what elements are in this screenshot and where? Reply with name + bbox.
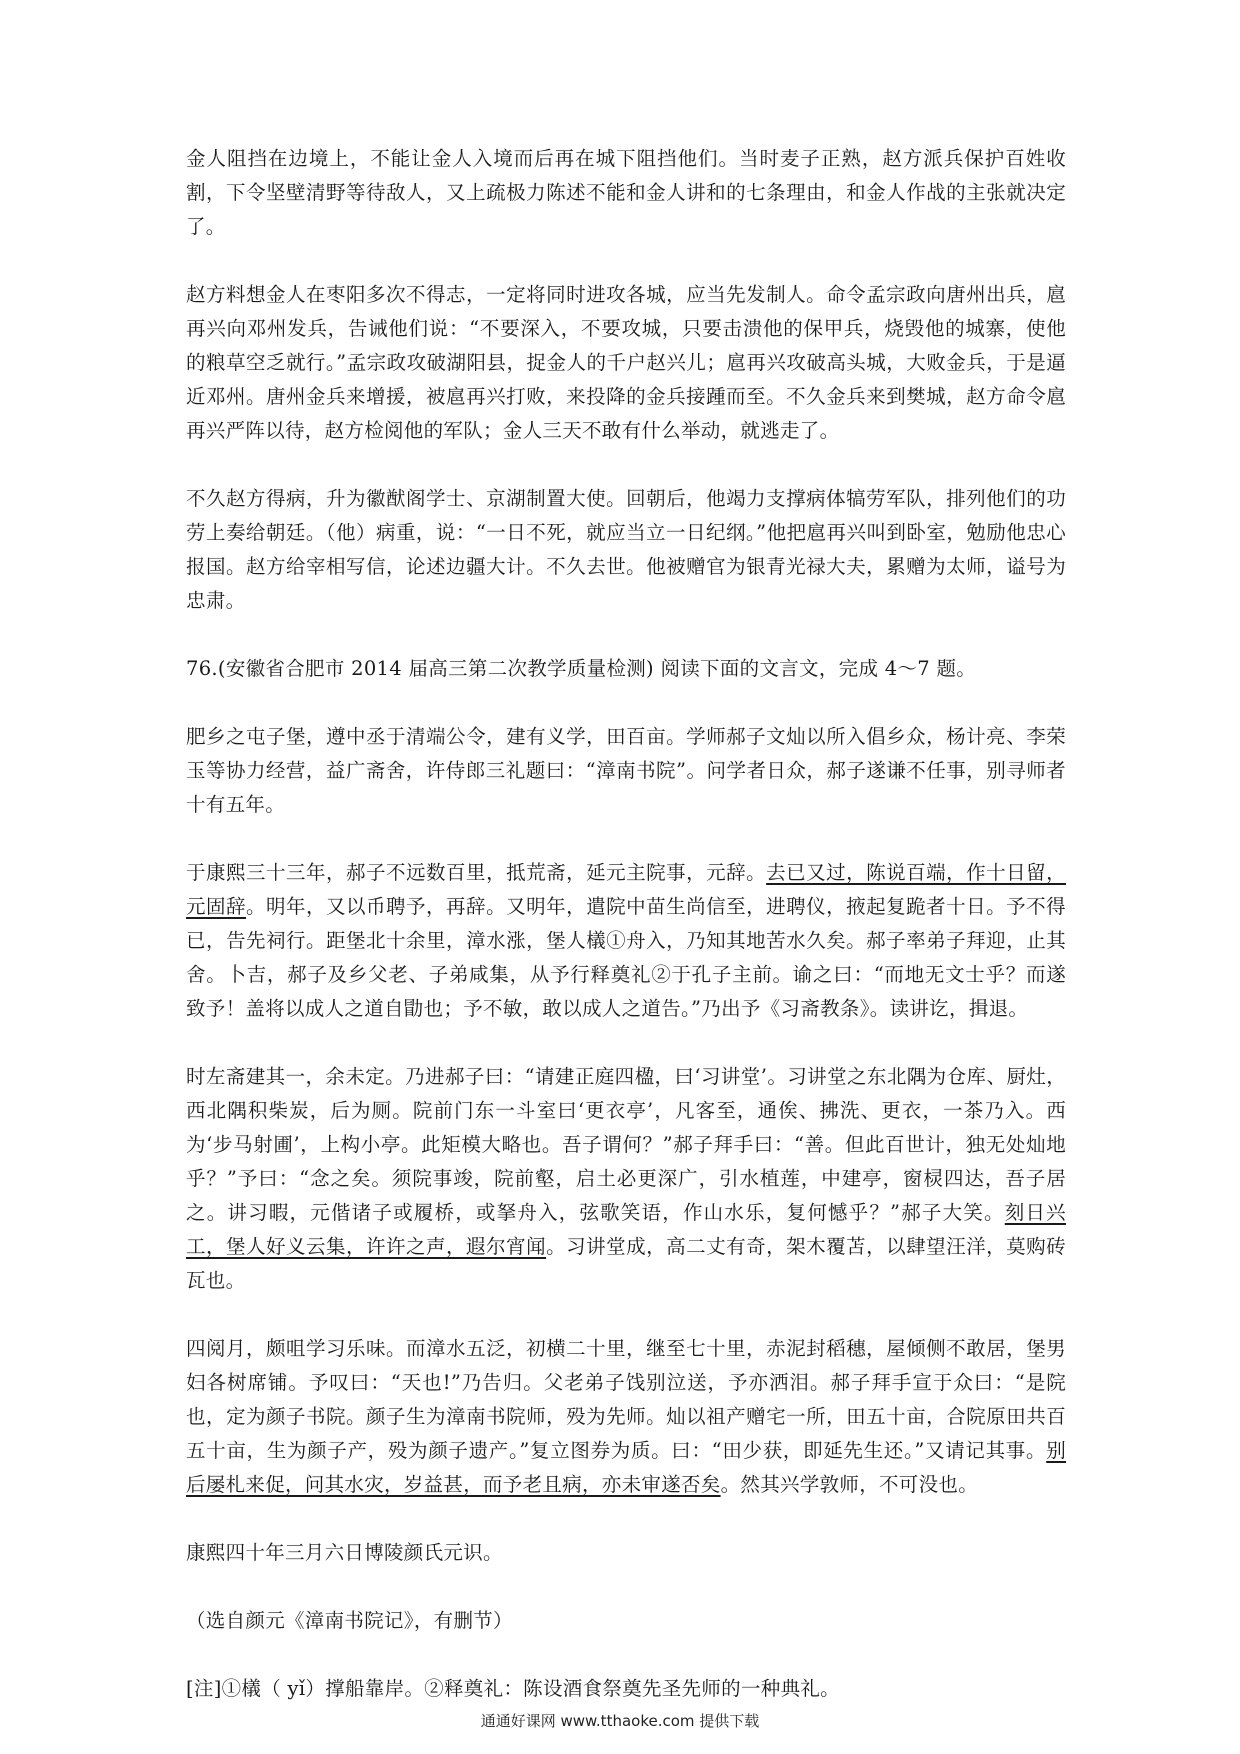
text-run: 。习讲堂成，高二丈有奇，架木覆苫，以肆望汪洋，莫购砖瓦也。: [186, 1235, 1066, 1292]
text-run: 四阅月，颇咀学习乐味。而漳水五泛，初横二十里，继至七十里，赤泥封稻穗，屋倾侧不敢居，堡男妇各树席铺。予叹曰：“天也!”乃告归。父老弟子饯别泣送，予亦洒泪。郝子拜手宣于众曰：“是院也，定为颜子书院。颜子生为漳南书院师，殁为先师。灿以祖产赠宅一所，田五十亩，合院原田共百五十亩，生为颜子产，殁为颜子遗产。”复立图券为质。曰：“田少获，即延先生还。”又请记其事。: [186, 1337, 1066, 1462]
passage-paragraph-2: [186, 856, 1066, 1026]
underlined-sentence: 去已又过，陈说百端，作十日留，元固辞: [186, 861, 1066, 918]
paragraph-2: 赵方料想金人在枣阳多次不得志，一定将同时进攻各城，应当先发制人。命令孟宗政向唐州出兵，扈再兴向邓州发兵，告诫他们说：“不要深入，不要攻城，只要击溃他的保甲兵，烧毁他的城寨，使他的粮草空乏就行。”孟宗政攻破湖阳县，捉金人的千户赵兴儿；扈再兴攻破高头城，大败金兵，于是逼近邓州。唐州金兵来增援，被扈再兴打败，来投降的金兵接踵而至。不久金兵来到樊城，赵方命令扈再兴严阵以待，赵方检阅他的军队；金人三天不敢有什么举动，就逃走了。: [186, 283, 1066, 442]
text-run: 时左斋建其一，余未定。乃进郝子曰：“请建正庭四楹，曰‘习讲堂’。习讲堂之东北隅为仓库、厨灶，西北隅积柴炭，后为厕。院前门东一斗室曰‘更衣亭’，凡客至，通俟、拂洗、更衣，一茶乃入。西为‘步马射圃’，上构小亭。此矩模大略也。吾子谓何？”郝子拜手曰：“善。但此百世计，独无处灿地乎？”予曰：“念之矣。须院事竣，院前壑，启土必更深广，引水植莲，中建亭，窗棂四达，吾子居之。讲习暇，元偕诸子或履桥，或拏舟入，弦歌笑语，作山水乐，复何憾乎？”郝子大笑。: [186, 1065, 1066, 1224]
text-run: 于康熙三十三年，郝子不远数百里，抵荒斋，延元主院事，元辞。: [186, 861, 767, 884]
underlined-sentence: 刻日兴工，堡人好义云集，许许之声，遐尔宵闻: [186, 1201, 1066, 1258]
paragraph-3: 不久赵方得病，升为徽猷阁学士、京湖制置大使。回朝后，他竭力支撑病体犒劳军队，排列他们的功劳上奏给朝廷。（他）病重，说：“一日不死，就应当立一日纪纲。”他把扈再兴叫到卧室，勉励他忠心报国。赵方给宰相写信，论述边疆大计。不久去世。他被赠官为银青光禄大夫，累赠为太师，谥号为忠肃。: [186, 487, 1066, 612]
passage-paragraph-3: [186, 1060, 1066, 1298]
paragraph-1: 金人阻挡在边境上，不能让金人入境而后再在城下阻挡他们。当时麦子正熟，赵方派兵保护百姓收割，下令坚壁清野等待敌人，又上疏极力陈述不能和金人讲和的七条理由，和金人作战的主张就决定了。: [186, 147, 1066, 238]
underlined-sentence: 别后屡札来促，问其水灾，岁益甚，而予老且病，亦未审遂否矣: [186, 1439, 1066, 1496]
question-heading: 76.(安徽省合肥市 2014 届高三第二次教学质量检测) 阅读下面的文言文，完成 4～7 题。: [186, 657, 977, 680]
passage-paragraph-4: [186, 1332, 1066, 1502]
passage-source: （选自颜元《漳南书院记》，有删节）: [186, 1609, 513, 1632]
footer-source: 通通好课网 www.tthaoke.com 提供下载: [480, 1712, 760, 1730]
passage-signature: 康熙四十年三月六日博陵颜氏元识。: [186, 1541, 503, 1564]
document-body: [186, 142, 1066, 1740]
annotation-note: [注]①檥（ yǐ）撑船靠岸。②释奠礼：陈设酒食祭奠先圣先师的一种典礼。: [186, 1677, 840, 1700]
text-run: 。明年，又以币聘予，再辞。又明年，遣院中苗生尚信至，进聘仪，掖起复跪者十日。予不得已，告先祠行。距堡北十余里，漳水涨，堡人檥①舟入，乃知其地苦水久矣。郝子率弟子拜迎，止其舍。卜吉，郝子及乡父老、子弟咸集，从予行释奠礼②于孔子主前。谕之曰：“而地无文士乎？而遂致予！盖将以成人之道自勖也；予不敏，敢以成人之道告。”乃出予《习斋教条》。读讲讫，揖退。: [186, 895, 1066, 1020]
text-run: 。然其兴学敦师，不可没也。: [720, 1473, 979, 1496]
passage-paragraph-1: 肥乡之屯子堡，遵中丞于清端公令，建有义学，田百亩。学师郝子文灿以所入倡乡众，杨计亮、李荣玉等协力经营，益广斋舍，许侍郎三礼题曰：“漳南书院”。问学者日众，郝子遂谦不任事，别寻师者十有五年。: [186, 725, 1066, 816]
